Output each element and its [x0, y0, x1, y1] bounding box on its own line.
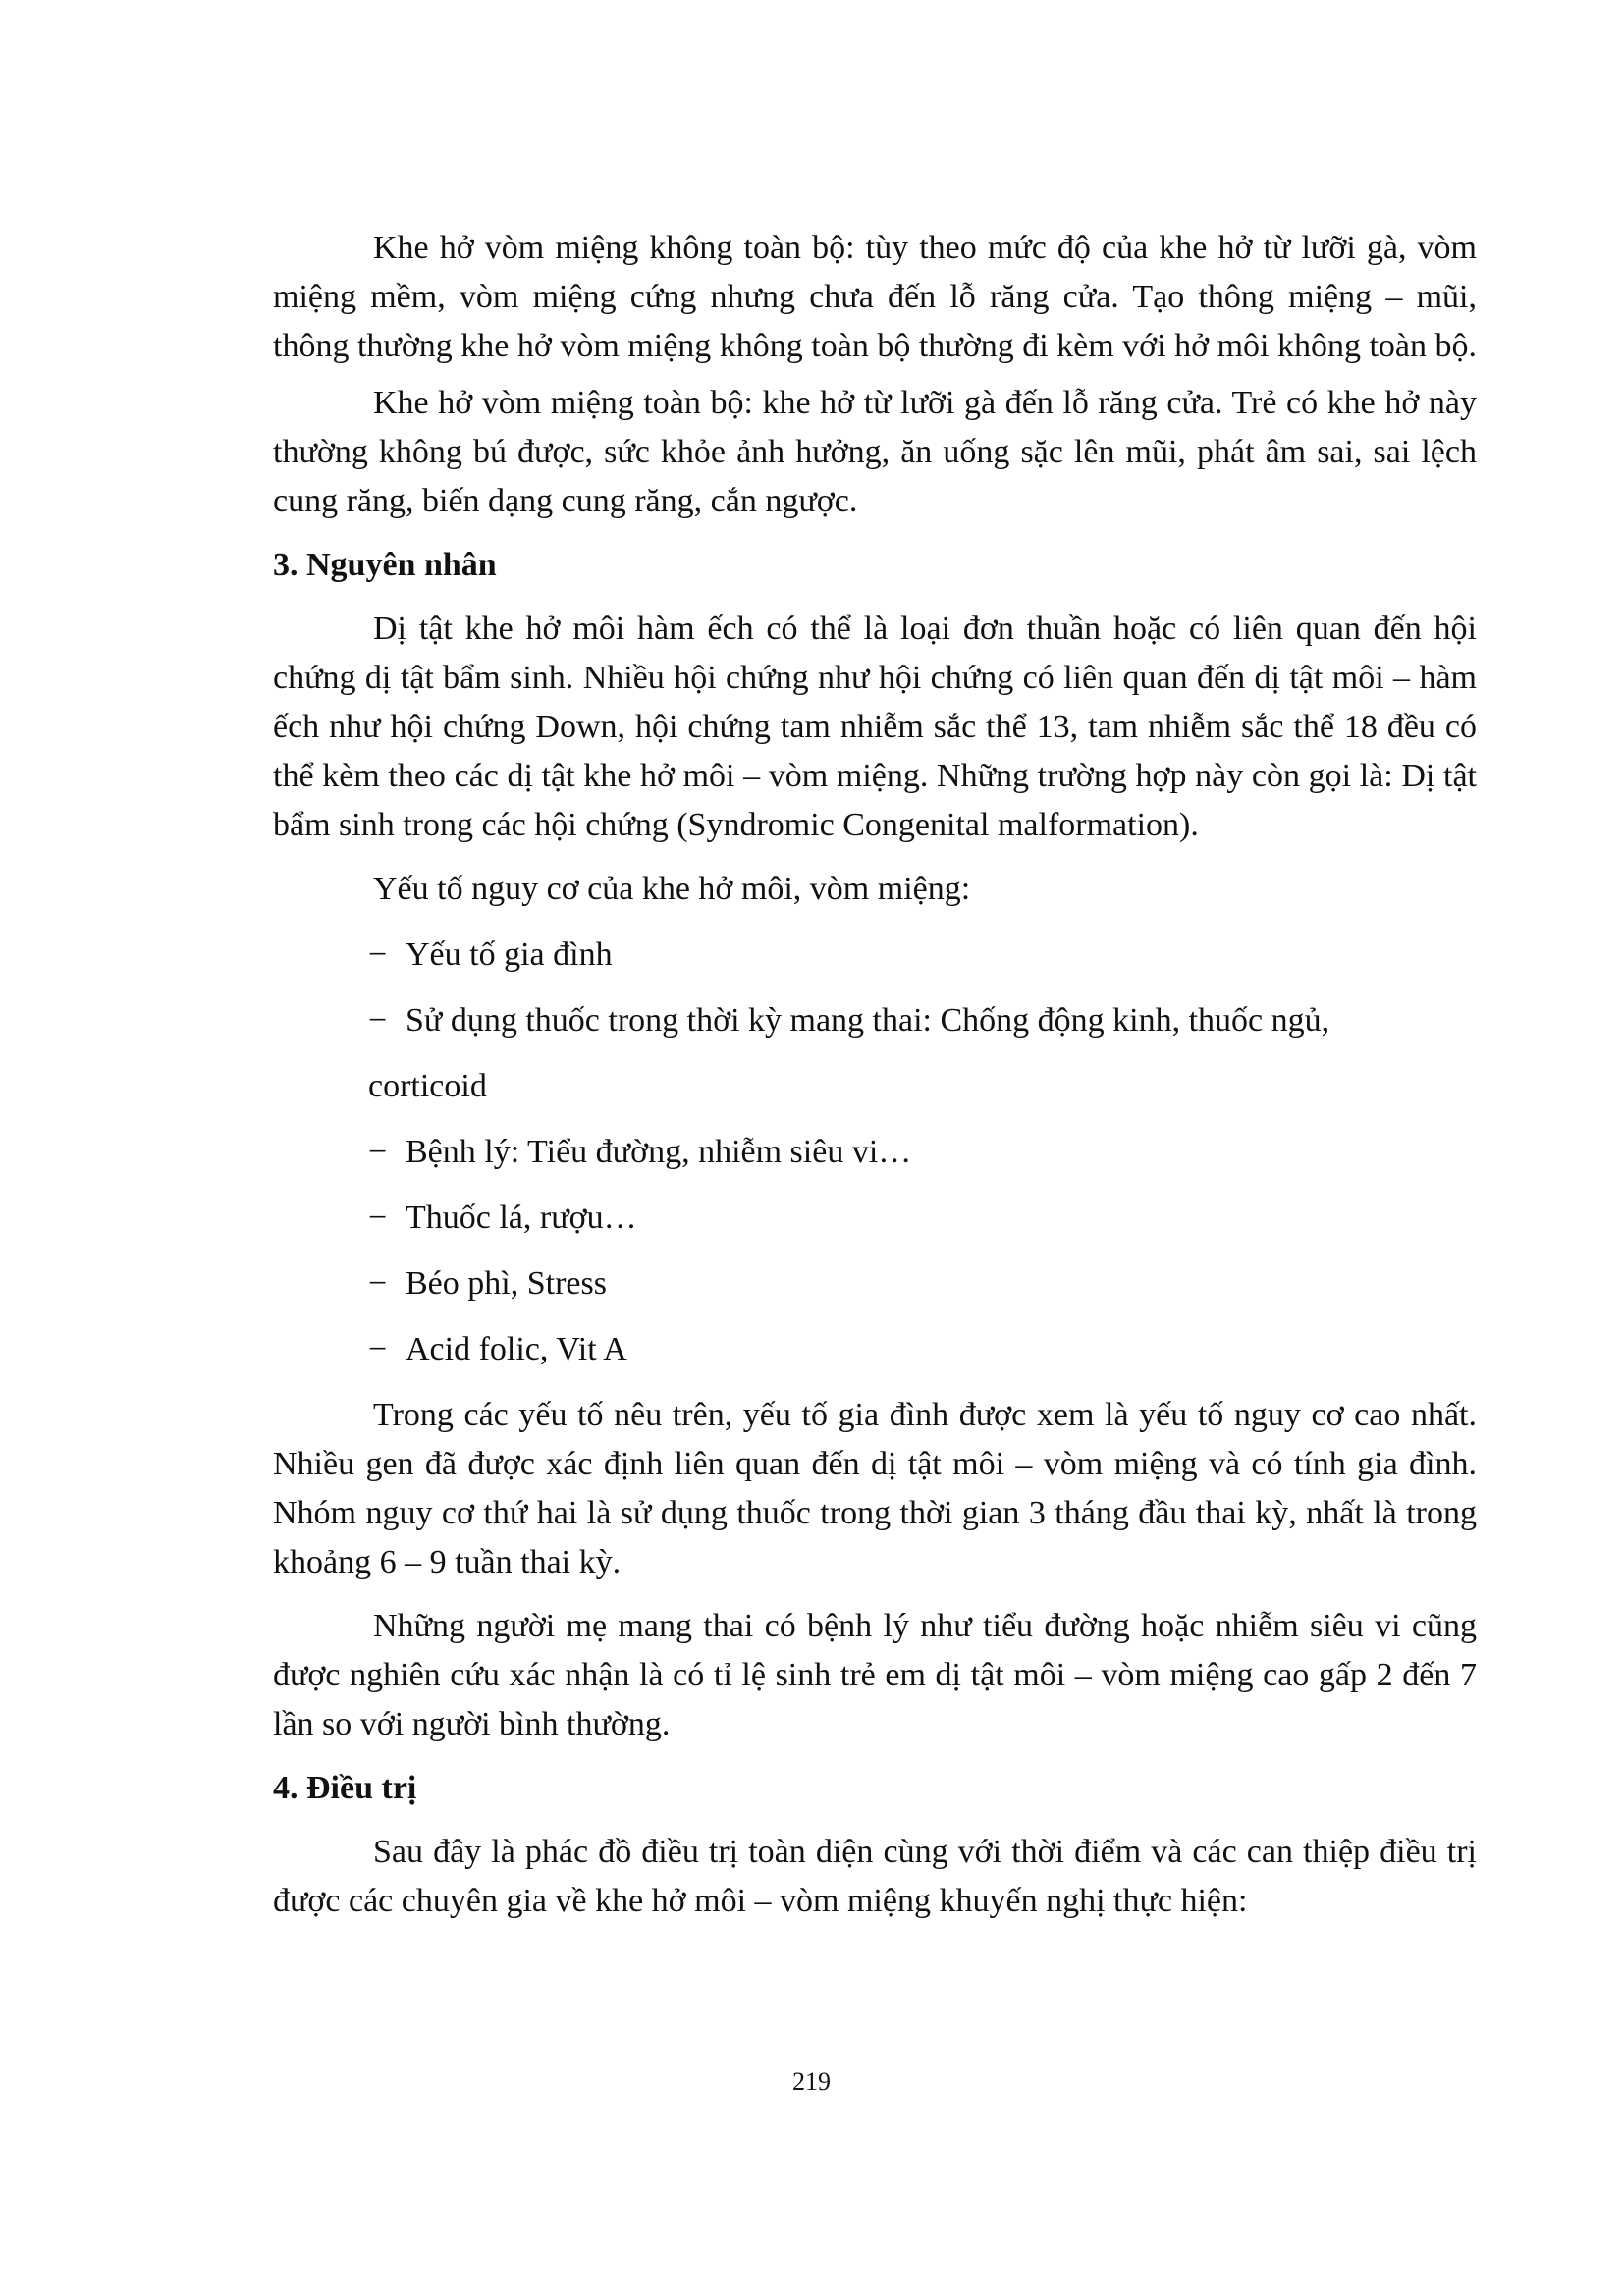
section-heading-treatment: 4. Điều trị	[273, 1770, 417, 1806]
paragraph-maternal-disease: Những người mẹ mang thai có bệnh lý như tiểu đường hoặc nhiễm siêu vi cũng được nghiên cứu xác nhận là có tỉ lệ sinh trẻ em dị tật môi – vòm miệng cao gấp 2 đến 7 lần so với người bình thường.	[273, 1608, 1477, 1742]
bullet-marker: −	[368, 1265, 388, 1302]
paragraph-treatment-intro: Sau đây là phác đồ điều trị toàn diện cùng với thời điểm và các can thiệp điều trị được các chuyên gia về khe hở môi – vòm miệng khuyến nghị thực hiện:	[273, 1834, 1477, 1919]
list-item-text: Bệnh lý: Tiểu đường, nhiễm siêu vi…	[406, 1134, 912, 1170]
bullet-marker: −	[368, 1200, 388, 1236]
list-item-text: Yếu tố gia đình	[406, 936, 613, 973]
paragraph-complete-cleft-palate: Khe hở vòm miệng toàn bộ: khe hở từ lưỡi gà đến lỗ răng cửa. Trẻ có khe hở này thường không bú được, sức khỏe ảnh hưởng, ăn uống sặc lên mũi, phát âm sai, sai lệch cung răng, biến dạng cung răng, cắn ngược.	[273, 385, 1477, 519]
bullet-marker: −	[368, 1331, 388, 1367]
bullet-marker: −	[368, 936, 388, 973]
paragraph-incomplete-cleft-palate: Khe hở vòm miệng không toàn bộ: tùy theo mức độ của khe hở từ lưỡi gà, vòm miệng mềm, vòm miệng cứng nhưng chưa đến lỗ răng cửa. Tạo thông miệng – mũi, thông thường khe hở vòm miệng không toàn bộ thường đi kèm với hở môi không toàn bộ.	[273, 230, 1478, 364]
paragraph-causes: Dị tật khe hở môi hàm ếch có thể là loại đơn thuần hoặc có liên quan đến hội chứng dị tật bẩm sinh. Nhiều hội chứng như hội chứng có liên quan đến dị tật môi – hàm ếch như hội chứng Down, hội chứng tam nhiễm sắc thể 13, tam nhiễm sắc thể 18 đều có thể kèm theo các dị tật khe hở môi – vòm miệng. Những trường hợp này còn gọi là: Dị tật bẩm sinh trong các hội chứng (Syndromic Congenital malformation).	[273, 611, 1477, 843]
list-item-text: Thuốc lá, rượu…	[406, 1200, 637, 1236]
document-page	[273, 224, 1477, 1941]
list-item	[368, 931, 1477, 980]
list-item-continuation: corticoid	[368, 1068, 487, 1104]
paragraph-family-risk: Trong các yếu tố nêu trên, yếu tố gia đình được xem là yếu tố nguy cơ cao nhất. Nhiều gen đã được xác định liên quan đến dị tật môi – vòm miệng và có tính gia đình. Nhóm nguy cơ thứ hai là sử dụng thuốc trong thời gian 3 tháng đầu thai kỳ, nhất là trong khoảng 6 – 9 tuần thai kỳ.	[273, 1397, 1477, 1580]
list-item-text: Béo phì, Stress	[406, 1265, 607, 1302]
bullet-marker: −	[368, 1134, 388, 1170]
list-item	[368, 996, 1477, 1045]
list-item-text: Sử dụng thuốc trong thời kỳ mang thai: Chống động kinh, thuốc ngủ,	[406, 1002, 1330, 1039]
list-item	[368, 1325, 1477, 1374]
page-number: 219	[792, 2067, 831, 2096]
bullet-marker: −	[368, 1002, 388, 1039]
section-heading-causes: 3. Nguyên nhân	[273, 547, 497, 583]
risk-factors-list	[273, 931, 1477, 1374]
list-item	[368, 1128, 1477, 1177]
list-item	[368, 1259, 1477, 1308]
risk-factors-intro: Yếu tố nguy cơ của khe hở môi, vòm miệng:	[373, 871, 971, 907]
list-item-text: Acid folic, Vit A	[406, 1331, 627, 1367]
list-item	[368, 1194, 1477, 1243]
